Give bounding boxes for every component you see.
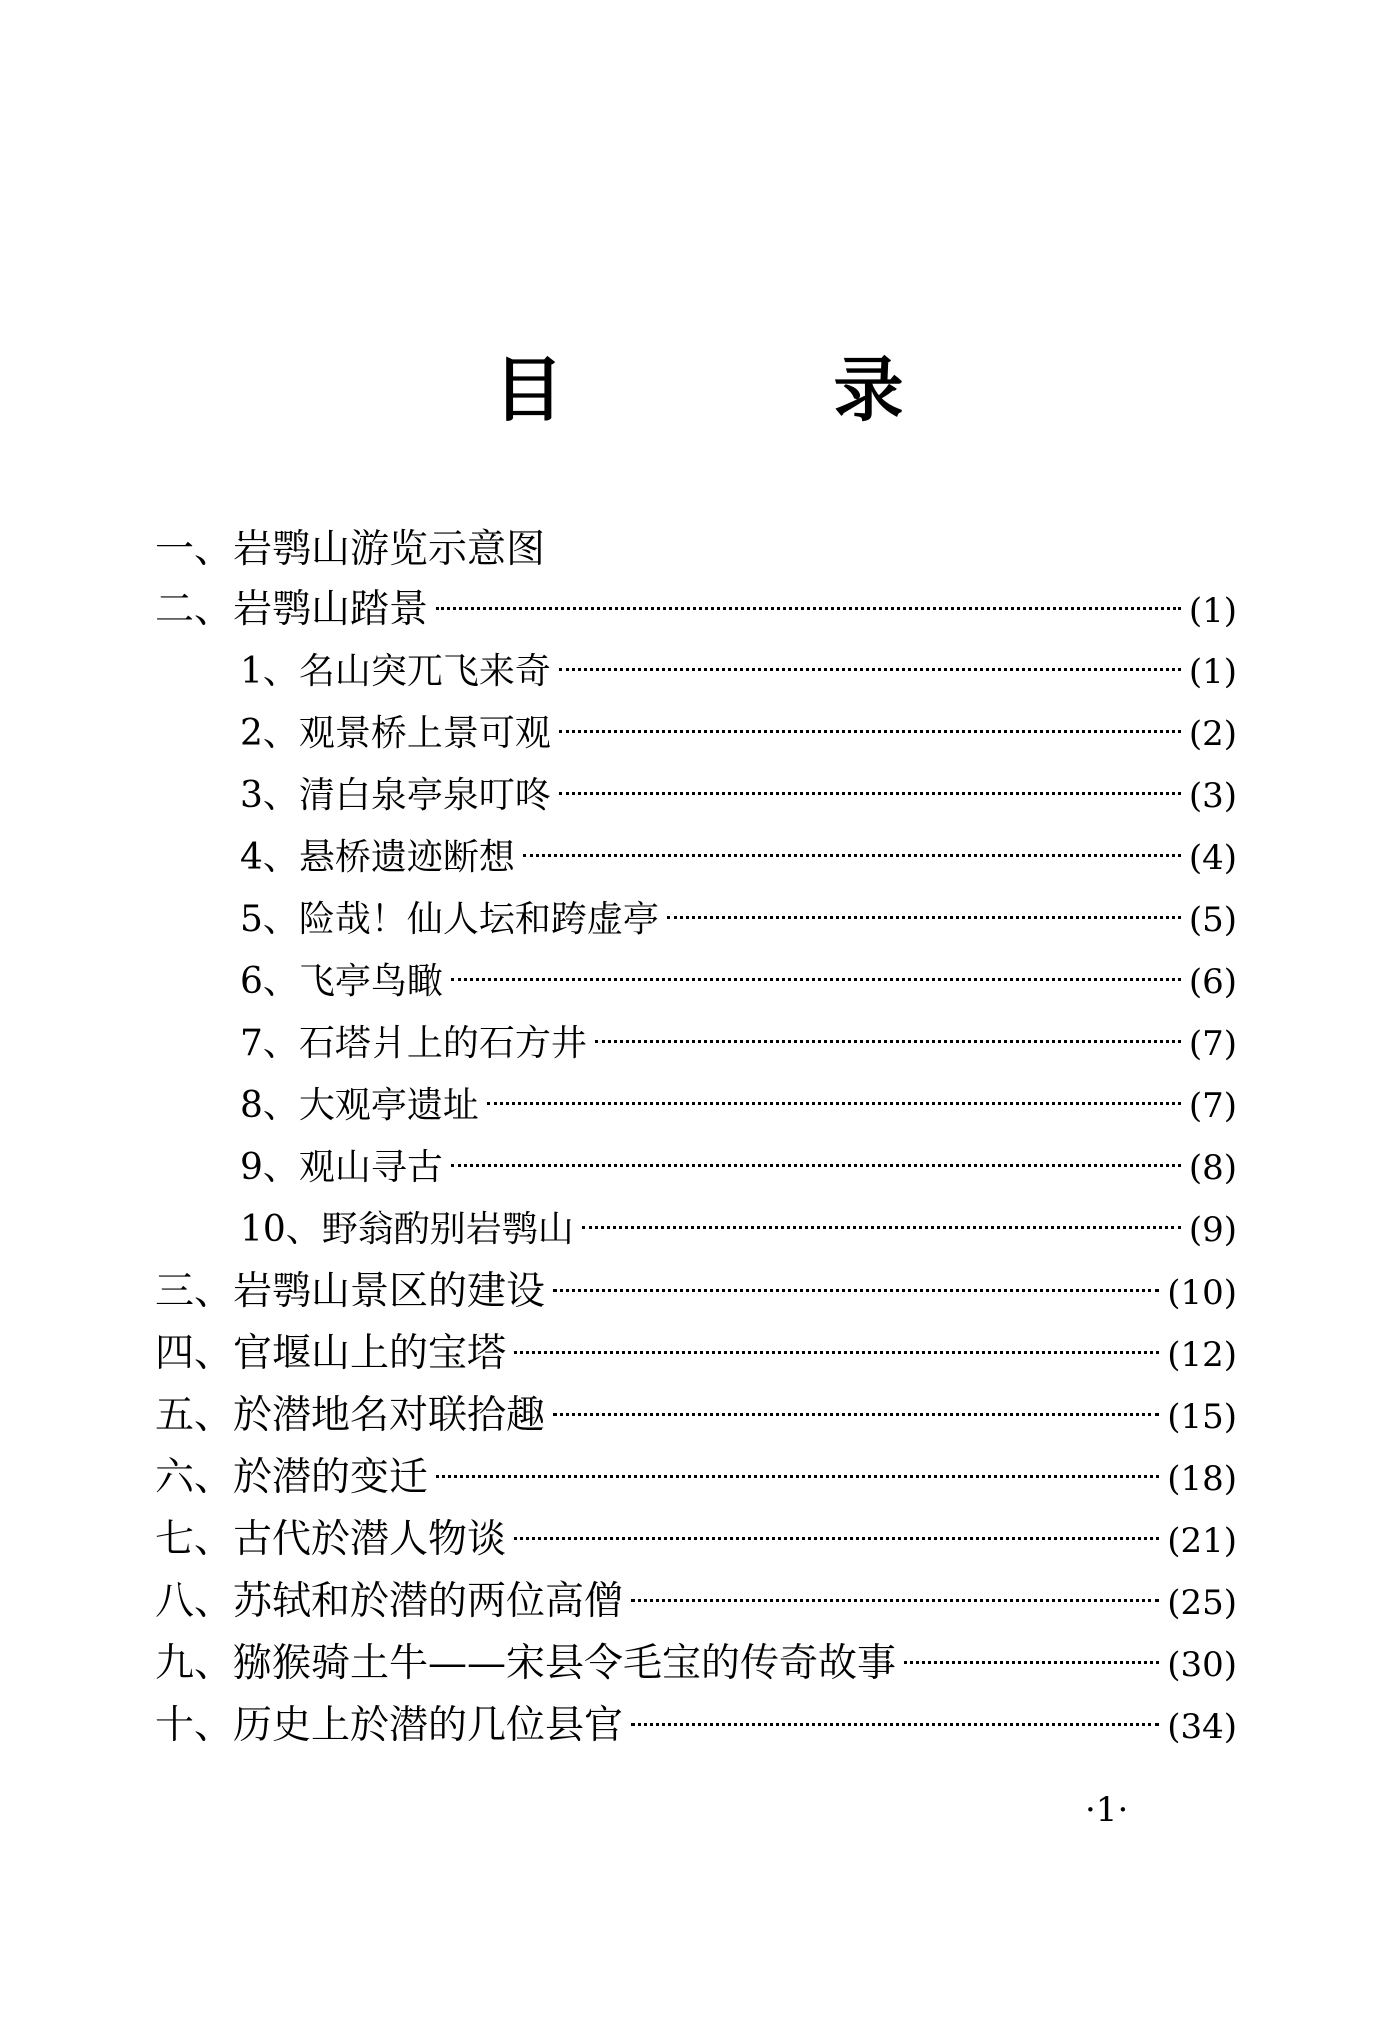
toc-entry (240, 642, 1237, 702)
toc-entry-label: 三、岩鹗山景区的建设 (155, 1269, 546, 1314)
toc-leader (514, 1351, 1159, 1354)
toc-entry-page: (1) (1188, 652, 1237, 692)
toc-entry (240, 828, 1237, 888)
toc-leader (559, 792, 1181, 795)
toc-entry (155, 1696, 1237, 1756)
toc-entry-label: 七、古代於潜人物谈 (155, 1517, 507, 1562)
toc-entry (240, 1200, 1237, 1260)
toc-entry-label: 3、清白泉亭泉叮咚 (240, 775, 551, 816)
toc-entry (155, 520, 1237, 580)
toc-entry-page: (2) (1188, 714, 1237, 754)
toc-entry (240, 766, 1237, 826)
toc-entry-label: 5、险哉！仙人坛和跨虚亭 (240, 899, 659, 940)
toc-entry-page: (4) (1188, 838, 1237, 878)
toc-leader (559, 730, 1181, 733)
toc-entry-label: 1、名山突兀飞来奇 (240, 651, 551, 692)
toc-entry (155, 1262, 1237, 1322)
toc-entry (155, 580, 1237, 640)
page-number: ·1· (1085, 1790, 1129, 1830)
toc-entry-page: (7) (1188, 1086, 1237, 1126)
toc-entry-label: 八、苏轼和於潜的两位高僧 (155, 1579, 624, 1624)
toc-entry (155, 1634, 1237, 1694)
toc-entry-page: (25) (1167, 1583, 1237, 1623)
toc-entry-page: (10) (1167, 1273, 1237, 1313)
toc-entry (240, 1076, 1237, 1136)
toc-entry (240, 1138, 1237, 1198)
toc-entry-page: (18) (1167, 1459, 1237, 1499)
toc-entry-label: 六、於潜的变迁 (155, 1455, 429, 1500)
toc-entry (155, 1386, 1237, 1446)
toc-entry-label: 四、官堰山上的宝塔 (155, 1331, 507, 1376)
toc-entry-page: (6) (1188, 962, 1237, 1002)
toc-leader (667, 916, 1181, 919)
toc-entry-label: 二、岩鹗山踏景 (155, 587, 429, 632)
toc-leader (553, 1413, 1159, 1416)
toc-entry-label: 五、於潜地名对联拾趣 (155, 1393, 546, 1438)
toc-leader (523, 854, 1181, 857)
toc-entry-page: (8) (1188, 1148, 1237, 1188)
toc-entry-label: 10、野翁酌别岩鹗山 (240, 1209, 574, 1250)
toc-entry-page: (7) (1188, 1024, 1237, 1064)
toc-leader (436, 607, 1181, 610)
toc-entry-page: (15) (1167, 1397, 1237, 1437)
toc-entry (240, 890, 1237, 950)
toc-entry-label: 9、观山寻古 (240, 1147, 443, 1188)
toc-entry-page: (1) (1188, 591, 1237, 631)
toc-entry-label: 2、观景桥上景可观 (240, 713, 551, 754)
toc-leader (559, 668, 1181, 671)
toc-entry-label: 4、悬桥遗迹断想 (240, 837, 515, 878)
toc-entry (155, 1324, 1237, 1384)
toc-leader (631, 1599, 1159, 1602)
toc-entry-page: (34) (1167, 1707, 1237, 1747)
toc-entry-page: (5) (1188, 900, 1237, 940)
toc-leader (451, 1164, 1181, 1167)
toc-leader (487, 1102, 1181, 1105)
toc-entry-page: (9) (1188, 1210, 1237, 1250)
toc-entry (240, 704, 1237, 764)
toc-entry (155, 1448, 1237, 1508)
page-title: 目 录 (493, 349, 1004, 431)
toc-entry-label: 6、飞亭鸟瞰 (240, 961, 443, 1002)
toc-leader (553, 1289, 1159, 1292)
toc-entry (155, 1510, 1237, 1570)
toc-leader (904, 1661, 1159, 1664)
toc-entry-label: 一、岩鹗山游览示意图 (155, 527, 546, 572)
toc-leader (595, 1040, 1181, 1043)
toc-entry-page: (3) (1188, 776, 1237, 816)
toc-entry-label: 十、历史上於潜的几位县官 (155, 1703, 624, 1748)
toc-leader (514, 1537, 1159, 1540)
toc-entry-page: (30) (1167, 1645, 1237, 1685)
toc-entry-label: 7、石塔爿上的石方井 (240, 1023, 587, 1064)
toc-entry-label: 九、猕猴骑土牛——宋县令毛宝的传奇故事 (155, 1641, 897, 1686)
toc-entry (155, 1572, 1237, 1632)
toc-leader (582, 1226, 1181, 1229)
toc-entry-page: (21) (1167, 1521, 1237, 1561)
toc-leader (436, 1475, 1159, 1478)
toc-entry-label: 8、大观亭遗址 (240, 1085, 479, 1126)
toc-leader (631, 1723, 1159, 1726)
toc-entry (240, 952, 1237, 1012)
toc-leader (451, 978, 1181, 981)
toc-entry-page: (12) (1167, 1335, 1237, 1375)
toc-entry (240, 1014, 1237, 1074)
